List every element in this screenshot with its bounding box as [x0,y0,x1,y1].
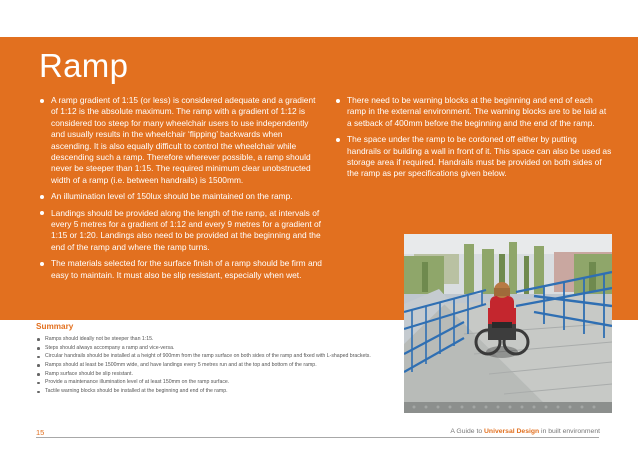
top-margin [0,0,638,37]
right-column [335,95,613,185]
footer-emphasis: Universal Design [484,428,540,435]
bullet-item: A ramp gradient of 1:15 (or less) is considered adequate and a gradient of 1:12 is the absolute maximum. The ramp with a gradient of 1:12 is considered too steep for many wheelchair users to use independently and usually results in the wheelchair ‘flipping’ backwards when ascending. It is also equally difficult to control the wheelchair while descending such a ramp. Therefore wherever possible, a ramp should never be steeper than 1:15. The required minimum clear unobstructed width of a ramp (i.e. between handrails) is 1500mm. [39,95,324,186]
summary-item: Provide a maintenance illumination level of at least 150mm on the ramp surface. [36,379,400,386]
bullet-item: An illumination level of 150lux should be maintained on the ramp. [39,191,324,202]
summary-item: Ramps should at least be 1500mm wide, and have landings every 5 metres run and at the top and bottom of the ramp. [36,362,400,369]
summary-heading: Summary [36,322,74,331]
summary-item: Ramps should ideally not be steeper than 1:15. [36,336,400,343]
left-column [39,95,324,286]
summary-item: Circular handrails should be installed at a height of 900mm from the ramp surface on both sides of the ramp and fixed with L-shaped brackets. [36,353,400,360]
summary-item: Steps should always accompany a ramp and vice-versa. [36,345,400,352]
bullet-item: The materials selected for the surface finish of a ramp should be firm and easy to maintain. It must also be slip resistant, especially when wet. [39,258,324,281]
bullet-item: There need to be warning blocks at the beginning and end of each ramp in the external environment. The warning blocks are to be laid at a setback of 400mm before the beginning and the end of the ramp. [335,95,613,129]
footer-rule [36,437,599,438]
footer-title [447,428,600,435]
footer-prefix: A Guide to [450,428,485,435]
summary-item: Ramp surface should be slip resistant. [36,371,400,378]
summary-box [36,322,400,397]
page-number: 15 [36,428,45,437]
summary-item: Tactile warning blocks should be installed at the beginning and end of the ramp. [36,388,400,395]
bullet-item: Landings should be provided along the length of the ramp, at intervals of every 5 metres for a gradient of 1:12 and every 9 metres for a gradient of 1:15 or 1:20. Landings also need to be provided at the beginning and the end of the ramp and where the ramp turns. [39,208,324,254]
right-bullet-list [335,95,613,180]
bullet-item: The space under the ramp to be cordoned off either by putting handrails or building a wall in front of it. This space can also be used as storage area if required. Handrails must be provided on both sides of the ramp as per specifications given below. [335,134,613,180]
page-title: Ramp [39,47,129,84]
summary-list [36,336,400,395]
ramp-photo [404,234,612,413]
footer-suffix: in built environment [539,428,600,435]
left-bullet-list [39,95,324,281]
